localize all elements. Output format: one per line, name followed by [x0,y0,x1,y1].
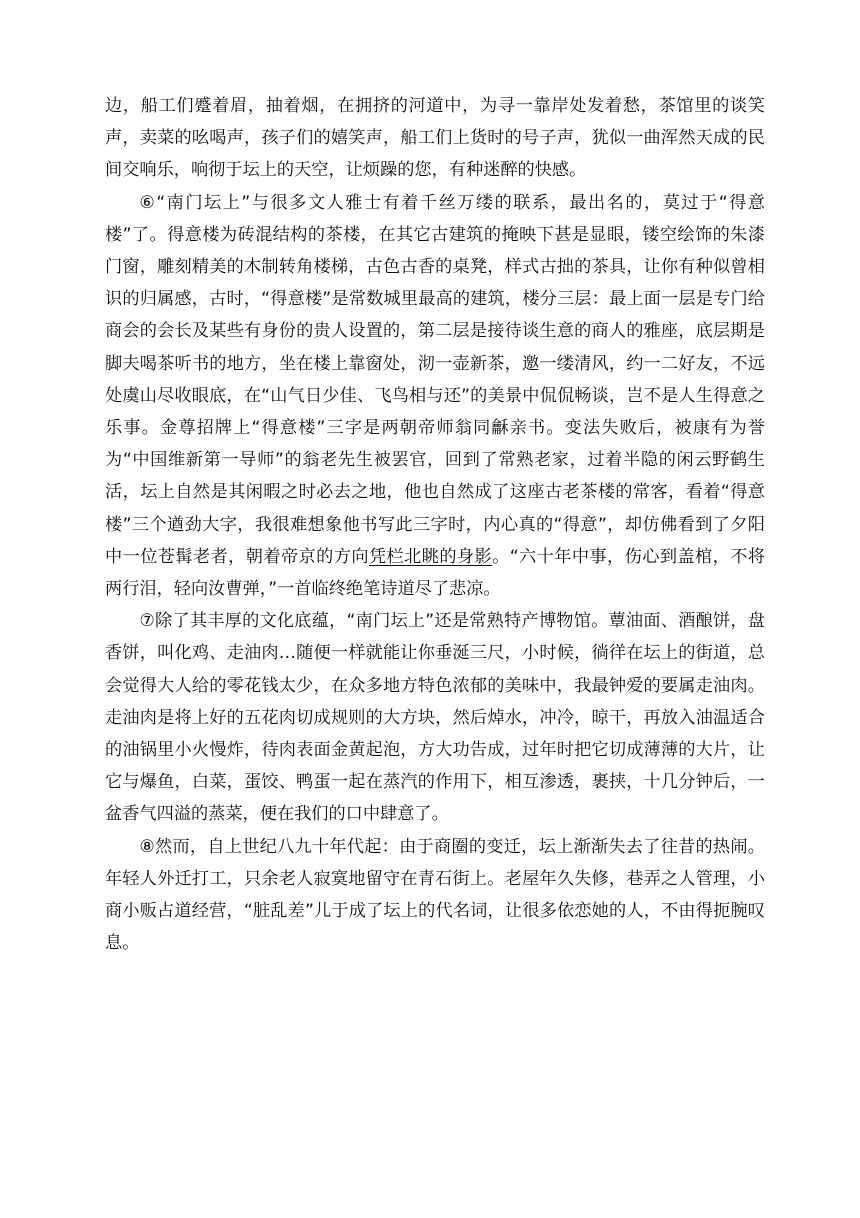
paragraph-6 [105,187,765,606]
paragraph-continued: 边，船工们蹙着眉，抽着烟，在拥挤的河道中，为寻一靠岸处发着愁，茶馆里的谈笑声，卖菜的吆喝声，孩子们的嬉笑声，船工们上货时的号子声，犹似一曲浑然天成的民间交响乐，响彻于坛上的天空，让烦躁的您，有种迷醉的快感。 [105,96,765,181]
article-body [105,90,765,959]
underlined-phrase: 凭栏北眺的身影 [368,546,493,567]
paragraph-8: ⑧然而，自上世纪八九十年代起：由于商圈的变迁，坛上渐渐失去了往昔的热闹。年轻人外迁打工，只余老人寂寞地留守在青石街上。老屋年久失修，巷弄之人管理，小商小贩占道经营，“脏乱差”儿于成了坛上的代名词，让很多依恋她的人，不由得扼腕叹息。 [105,836,765,954]
paragraph-6-text-after: 。“六十年中事，伤心到盖棺，不将两行泪，轻向汝曹弹，”一首临终绝笔诗道尽了悲凉。 [105,546,765,600]
paragraph-6-text-before: ⑥“南门坛上”与很多文人雅士有着千丝万缕的联系，最出名的，莫过于“得意楼”了。得意楼为砖混结构的茶楼，在其它古建筑的掩映下甚是显眼，镂空绘饰的朱漆门窗，雕刻精美的木制转角楼梯，古色古香的桌凳，样式古拙的茶具，让你有种似曾相识的归属感，古时，“得意楼”是常数城里最高的建筑，楼分三层：最上面一层是专门给商会的会长及某些有身份的贵人设置的，第二层是接待谈生意的商人的雅座，底层期是脚夫喝茶听书的地方，坐在楼上靠窗处，沏一壶新茶，邀一缕清风，约一二好友，不远处虞山尽收眼底，在“山气日少佳、飞鸟相与还”的美景中侃侃畅谈，岂不是人生得意之乐事。金尊招牌上“得意楼”三字是两朝帝师翁同龢亲书。变法失败后，被康有为誉为“中国维新第一导师”的翁老先生被罢官，回到了常熟老家，过着半隐的闲云野鹤生活，坛上自然是其闲暇之时必去之地，他也自然成了这座古老茶楼的常客，看着“得意楼”三个遒劲大字，我很难想象他书写此三字时，内心真的“得意”，却仿佛看到了夕阳中一位苍髯老者，朝着帝京的方向 [105,192,765,567]
paragraph-7: ⑦除了其丰厚的文化底蕴，“南门坛上”还是常熟特产博物馆。蕈油面、酒酿饼，盘香饼，叫化鸡、走油肉…随便一样就能让你垂涎三尺，小时候，徜徉在坛上的街道，总会觉得大人给的零花钱太少，在众多地方特色浓郁的美味中，我最钟爱的要属走油肉。走油肉是将上好的五花肉切成规则的大方块，然后焯水，冲冷，晾干，再放入油温适合的油锅里小火慢炸，待肉表面金黄起泡，方大功告成，过年时把它切成薄薄的大片，让它与爆鱼，白菜，蛋饺、鸭蛋一起在蒸汽的作用下，相互渗透，裹挟，十几分钟后，一盆香气四溢的蒸菜，便在我们的口中肆意了。 [105,611,765,825]
